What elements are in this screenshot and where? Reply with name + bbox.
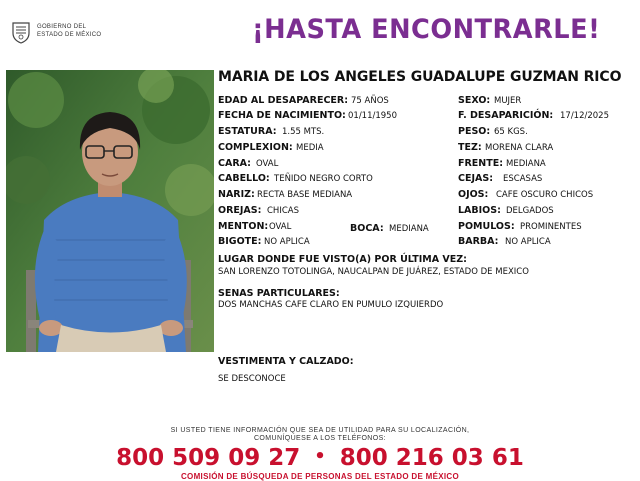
field-label-beard: BARBA: [458, 236, 499, 247]
field-label-birthdate: FECHA DE NACIMIENTO: [218, 110, 346, 121]
field-value-eyebrows: ESCASAS [503, 174, 543, 184]
marks-label: SENAS PARTICULARES: [218, 288, 340, 299]
logo-text-line1: GOBIERNO DEL [37, 24, 87, 30]
field-label-forehead: FRENTE: [458, 158, 504, 169]
government-logo [10, 20, 120, 46]
field-value-mustache: NO APLICA [264, 237, 310, 247]
field-label-face: CARA: [218, 158, 251, 169]
logo-text-line2: ESTADO DE MÉXICO [37, 32, 102, 38]
field-label-disappearance-date: F. DESAPARICIÓN: [458, 110, 554, 121]
field-value-ears: CHICAS [267, 206, 299, 216]
field-value-cheekbones: PROMINENTES [520, 222, 582, 232]
field-label-complexion: TEZ: [458, 142, 482, 153]
phone-number-2[interactable]: 800 216 03 61 [339, 445, 524, 471]
coat-of-arms-icon [10, 20, 32, 44]
footer-note-line2: COMUNÍQUESE A LOS TELÉFONOS: [253, 435, 387, 442]
field-value-face: OVAL [256, 159, 279, 169]
headline: ¡HASTA ENCONTRARLE! [252, 14, 601, 45]
field-label-mouth: BOCA: [350, 223, 384, 234]
field-value-eyes: CAFE OSCURO CHICOS [496, 190, 594, 200]
field-value-weight: 65 KGS. [494, 127, 528, 137]
field-label-weight: PESO: [458, 126, 491, 137]
person-photo [6, 70, 214, 352]
field-label-mustache: BIGOTE: [218, 236, 262, 247]
field-label-lips: LABIOS: [458, 205, 501, 216]
field-value-mouth: MEDIANA [389, 224, 429, 234]
field-value-nose: RECTA BASE MEDIANA [257, 190, 353, 200]
field-label-ears: OREJAS: [218, 205, 262, 216]
phone-numbers [0, 445, 640, 471]
person-photo-illustration [6, 70, 214, 352]
commission-name: COMISIÓN DE BÚSQUEDA DE PERSONAS DEL ESTADO DE MÉXICO [180, 472, 459, 481]
field-value-height: 1.55 MTS. [282, 127, 325, 137]
field-label-sex: SEXO: [458, 95, 491, 106]
field-value-chin: OVAL [269, 222, 292, 232]
clothing-label: VESTIMENTA Y CALZADO: [218, 356, 354, 367]
field-value-forehead: MEDIANA [506, 159, 546, 169]
field-label-eyebrows: CEJAS: [458, 173, 493, 184]
field-label-nose: NARIZ: [218, 189, 255, 200]
field-value-hair: TEÑIDO NEGRO CORTO [274, 174, 373, 184]
field-label-eyes: OJOS: [458, 189, 489, 200]
clothing-value: SE DESCONOCE [218, 374, 286, 384]
field-value-disappearance-date: 17/12/2025 [560, 111, 609, 121]
field-label-cheekbones: POMULOS: [458, 221, 515, 232]
last-seen-value: SAN LORENZO TOTOLINGA, NAUCALPAN DE JUÁREZ, ESTADO DE MEXICO [218, 267, 529, 277]
field-value-birthdate: 01/11/1950 [348, 111, 397, 121]
marks-value: DOS MANCHAS CAFE CLARO EN PUMULO IZQUIERDO [218, 300, 444, 310]
field-value-beard: NO APLICA [505, 237, 551, 247]
footer-note-line1: SI USTED TIENE INFORMACIÓN QUE SEA DE UTILIDAD PARA SU LOCALIZACIÓN, [170, 427, 470, 434]
person-name: MARIA DE LOS ANGELES GUADALUPE GUZMAN RICO [218, 69, 622, 85]
field-label-build: COMPLEXION: [218, 142, 293, 153]
field-value-lips: DELGADOS [506, 206, 554, 216]
field-value-complexion: MORENA CLARA [485, 143, 554, 153]
field-value-sex: MUJER [494, 96, 522, 106]
field-label-height: ESTATURA: [218, 126, 277, 137]
field-label-age: EDAD AL DESAPARECER: [218, 95, 349, 106]
field-value-build: MEDIA [296, 143, 324, 153]
field-label-hair: CABELLO: [218, 173, 270, 184]
field-value-age: 75 AÑOS [351, 96, 389, 106]
last-seen-label: LUGAR DONDE FUE VISTO(A) POR ÚLTIMA VEZ: [218, 254, 467, 265]
phone-separator: • [314, 446, 326, 467]
phone-number-1[interactable]: 800 509 09 27 [116, 445, 301, 471]
field-label-chin: MENTON: [218, 221, 269, 232]
